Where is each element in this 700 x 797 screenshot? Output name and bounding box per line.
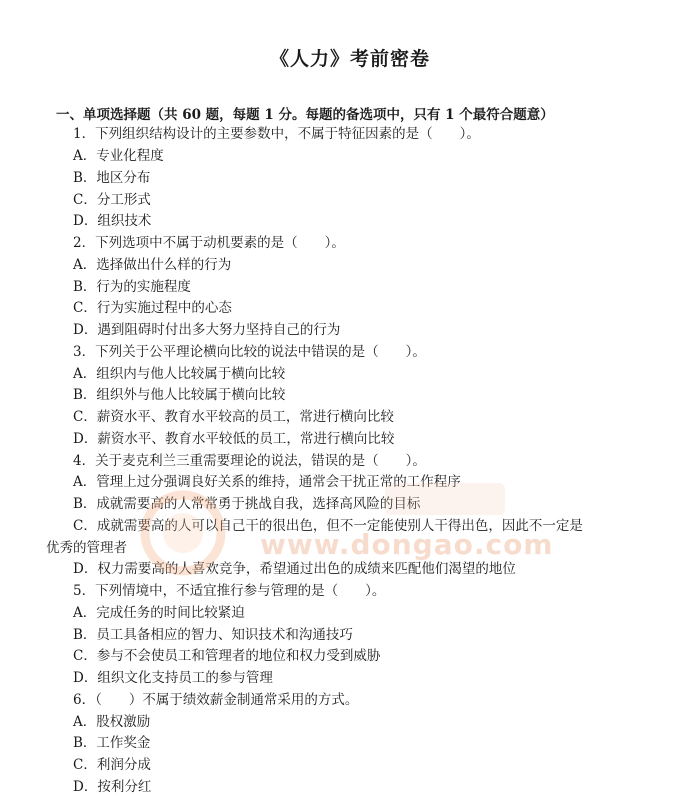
answer-option: C．薪资水平、教育水平较高的员工，常进行横向比较 [73,409,394,425]
answer-option-continuation: 优秀的管理者 [46,540,127,556]
answer-option: B．员工具备相应的智力、知识技术和沟通技巧 [73,627,353,643]
answer-option: D．薪资水平、教育水平较低的员工，常进行横向比较 [73,431,395,447]
answer-option: A．完成任务的时间比较紧迫 [73,605,245,621]
answer-option: D．按利分红 [73,779,152,795]
question-stem: 2．下列选项中不属于动机要素的是（ ）。 [73,235,345,251]
section-heading: 一、单项选择题（共 60 题，每题 1 分。每题的备选项中，只有 1 个最符合题意） [56,107,554,123]
answer-option: B．工作奖金 [73,735,151,751]
answer-option: B．成就需要高的人常常勇于挑战自我，选择高风险的目标 [73,496,421,512]
answer-option: C．参与不会使员工和管理者的地位和权力受到威胁 [73,648,381,664]
answer-option: D．遇到阻碍时付出多大努力坚持自己的行为 [73,322,341,338]
answer-option: D．组织文化支持员工的参与管理 [73,670,273,686]
answer-option: A．专业化程度 [73,148,164,164]
question-stem: 6．（ ）不属于绩效薪金制通常采用的方式。 [73,692,359,708]
answer-option: C．成就需要高的人可以自己干的很出色，但不一定能使别人干得出色，因此不一定是 [73,518,583,534]
answer-option: C．利润分成 [73,757,151,773]
answer-option: D．组织技术 [73,213,152,229]
question-stem: 4．关于麦克利兰三重需要理论的说法，错误的是（ ）。 [73,453,426,469]
answer-option: B．行为的实施程度 [73,279,191,295]
answer-option: A．组织内与他人比较属于横向比较 [73,366,286,382]
question-stem: 3．下列关于公平理论横向比较的说法中错误的是（ ）。 [73,344,426,360]
answer-option: B．组织外与他人比较属于横向比较 [73,387,286,403]
answer-option: D．权力需要高的人喜欢竞争，希望通过出色的成绩来匹配他们渴望的地位 [73,561,516,577]
answer-option: A．选择做出什么样的行为 [73,257,232,273]
question-stem: 5．下列情境中，不适宜推行参与管理的是（ ）。 [73,583,386,599]
watermark-url: www.dongao.com [260,528,554,561]
page-title: 《人力》考前密卷 [269,48,430,70]
answer-option: A．管理上过分强调良好关系的维持，通常会干扰正常的工作程序 [73,474,461,490]
answer-option: C．行为实施过程中的心态 [73,300,232,316]
question-stem: 1．下列组织结构设计的主要参数中，不属于特征因素的是（ ）。 [73,126,480,142]
answer-option: C．分工形式 [73,192,151,208]
answer-option: A．股权激励 [73,714,151,730]
answer-option: B．地区分布 [73,170,151,186]
